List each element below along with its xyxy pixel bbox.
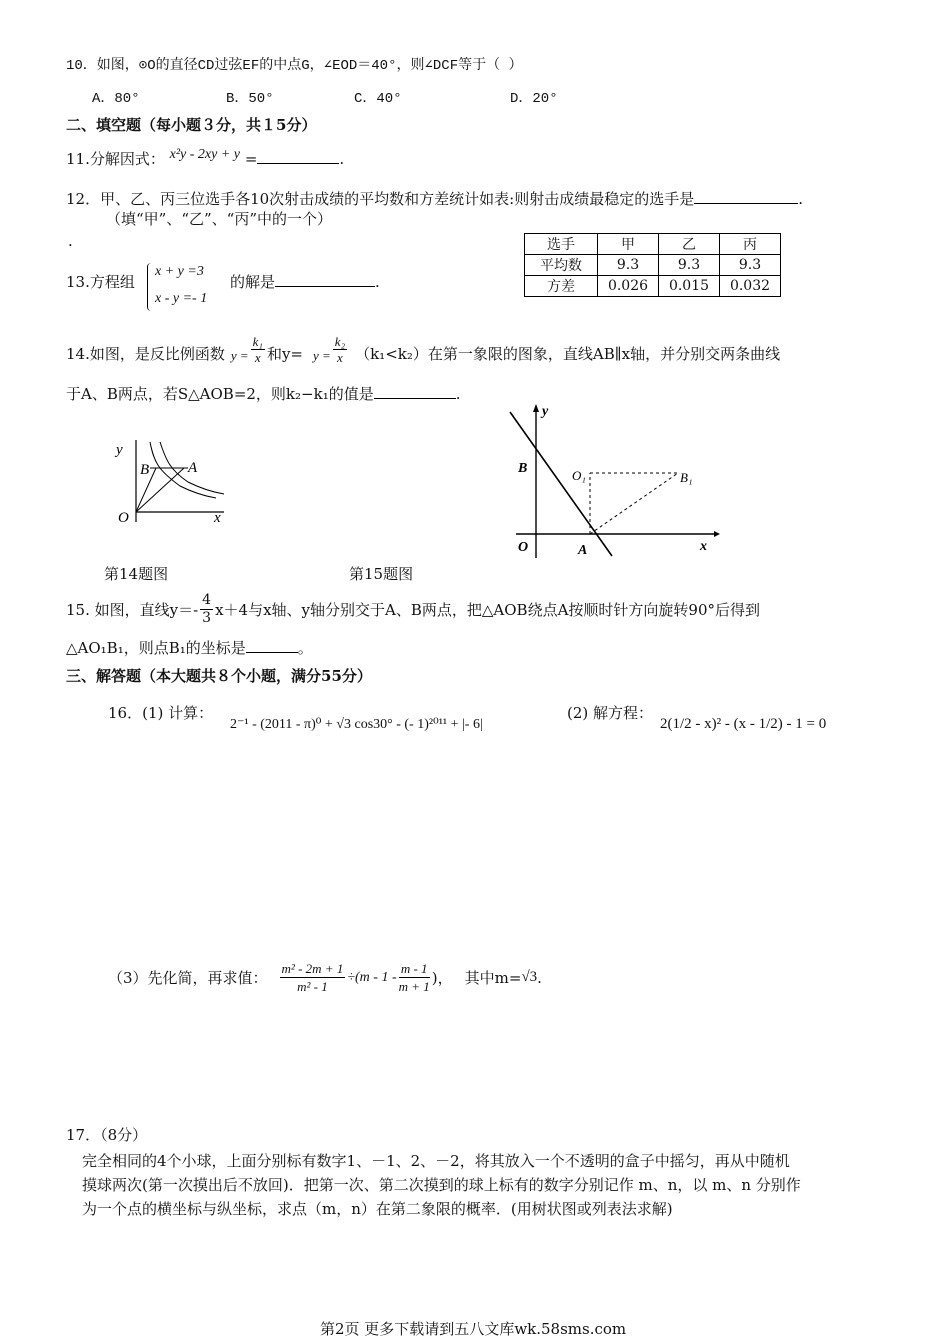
fig14-label-a: A <box>188 460 198 476</box>
q14-line1: 14.如图，是反比例函数 y = $\frac{\text{k₁}}{x}$ 和y= y = $\frac{\text{k₂}}{x}$ （k₁<k₂）在第一象限的图象，直线AB∥x轴，并分别交两条曲线 <box>66 334 781 365</box>
figure-15 <box>506 398 728 566</box>
table-row <box>525 276 781 297</box>
q12-line2: （填“甲”、“乙”、“丙”中的一个） <box>106 210 333 228</box>
q10-choice-c: C．40° <box>354 91 402 107</box>
q16-part1-expression: 2⁻¹ - (2011 - π)⁰ + √3 cos30° - (- 1)²⁰¹¹ + |- 6| <box>230 717 483 732</box>
table-cell: 9.3 <box>720 255 781 276</box>
fig15-label-x: x <box>700 539 707 554</box>
fig14-label-y: y <box>116 442 123 458</box>
q16-part2-expression: 2(1/2 - x)² - (x - 1/2) - 1 = 0 <box>660 716 827 732</box>
q10-choice-b: B．50° <box>226 91 274 107</box>
table-header-cell: 选手 <box>525 234 598 255</box>
q12-line1: 12．甲、乙、丙三位选手各10次射击成绩的平均数和方差统计如表:则射击成绩最稳定的选手是 . <box>66 190 804 208</box>
q13-suffix: 的解是 . <box>230 273 380 291</box>
q14-line2: 于A、B两点，若S△AOB=2，则k₂−k₁的值是 . <box>66 385 461 403</box>
table-cell: 方差 <box>525 276 598 297</box>
table-cell: 9.3 <box>598 255 659 276</box>
fig15-label-b: B <box>518 461 528 476</box>
q11-prefix: 11.分解因式： <box>66 150 165 168</box>
q16-part3-fraction: $\frac{\text{m² - 2m + 1}}{\text{m² - 1}}$ <box>281 961 344 994</box>
q11-expression: x²y - 2xy + y <box>169 147 241 162</box>
q13-equation-2: x - y =- 1 <box>155 291 208 306</box>
q12-stray-dot: . <box>68 232 73 250</box>
section2-title: 二、填空题（每小题３分，共１5分） <box>66 116 317 134</box>
q14-answer-blank <box>374 384 456 399</box>
fig15-label-o1: O₁ <box>572 468 586 483</box>
q13-equation-1: x + y =3 <box>155 264 204 279</box>
q16-part1-label: 16．(1) 计算： <box>108 704 214 722</box>
q14-fraction-1: $\frac{\text{k₁}}{x}$ <box>252 334 263 365</box>
fig14-caption: 第14题图 <box>104 565 169 583</box>
q12-answer-blank <box>694 189 798 204</box>
q17-title: 17．（8分） <box>66 1126 148 1144</box>
fig15-segment-ab1 <box>590 473 678 534</box>
q17-line3: 为一个点的横坐标与纵坐标，求点（m，n）在第二象限的概率．(用树状图或列表法求解) <box>82 1200 673 1218</box>
fig15-label-o: O <box>518 540 529 555</box>
fig15-label-y: y <box>542 404 549 419</box>
q16-part2-label: (2) 解方程： <box>567 704 654 722</box>
q15-fraction: $\frac{4}{3}$ <box>202 592 212 626</box>
q13-prefix: 13.方程组 <box>66 273 135 291</box>
table-row <box>525 255 781 276</box>
table-cell: 0.032 <box>720 276 781 297</box>
fig14-label-x: x <box>214 510 221 526</box>
fig15-label-b1: B₁ <box>680 470 693 485</box>
q15-line1: 15. 如图，直线y＝- $\frac{4}{3}$ x＋4与x轴、y轴分别交于A、B两点，把△AOB绕点A按顺时针方向旋转90°后得到 <box>66 592 760 626</box>
fig14-label-o: O <box>118 510 129 526</box>
q11-answer-blank <box>257 149 339 164</box>
q13-answer-blank <box>275 272 375 287</box>
q16-part3-inner-fraction: $\frac{m - 1}{m + 1}$ <box>398 961 430 994</box>
q10-choice-a: A．80° <box>92 91 140 107</box>
q15-answer-blank <box>246 638 298 653</box>
stats-table <box>524 233 781 297</box>
q10-choice-d: D．20° <box>510 91 558 107</box>
figure-14 <box>104 434 234 529</box>
fig15-label-a: A <box>578 543 588 558</box>
q11-equals: = <box>244 150 258 168</box>
table-header-cell: 甲 <box>598 234 659 255</box>
table-cell: 0.026 <box>598 276 659 297</box>
q16-part3: （3）先化简，再求值： $\frac{\text{m² - 2m + 1}}{\text{m² - 1}}$ ÷(m - 1 - $\frac{m - 1}{m + 1}$ )， 其中m= √3 . <box>108 961 542 994</box>
q14-fraction-2: $\frac{\text{k₂}}{x}$ <box>334 334 346 365</box>
table-cell: 平均数 <box>525 255 598 276</box>
q17-line1: 完全相同的4个小球，上面分别标有数字1、－1、2、－2，将其放入一个不透明的盒子中摇匀，再从中随机 <box>82 1152 790 1170</box>
fig15-caption: 第15题图 <box>349 565 414 583</box>
table-header-cell: 丙 <box>720 234 781 255</box>
page-footer: 第2页 更多下载请到五八文库wk.58sms.com <box>320 1320 627 1338</box>
stats-table-header <box>525 234 781 255</box>
table-cell: 0.015 <box>659 276 720 297</box>
table-header-cell: 乙 <box>659 234 720 255</box>
q10-stem: 10．如图，⊙O的直径CD过弦EF的中点G，∠EOD＝40°，则∠DCF等于（ ） <box>66 58 523 74</box>
table-cell: 9.3 <box>659 255 720 276</box>
q17-line2: 摸球两次(第一次摸出后不放回)．把第一次、第二次摸到的球上标有的数字分别记作 m、n，以 m、n 分别作 <box>82 1176 801 1194</box>
section3-title: 三、解答题（本大题共８个小题，满分55分） <box>66 667 372 685</box>
q13-brace <box>147 263 152 311</box>
q11: 11.分解因式： x²y - 2xy + y = . <box>66 147 345 168</box>
fig14-label-b: B <box>140 462 150 478</box>
q15-line2: △AO₁B₁，则点B₁的坐标是 。 <box>66 639 313 657</box>
